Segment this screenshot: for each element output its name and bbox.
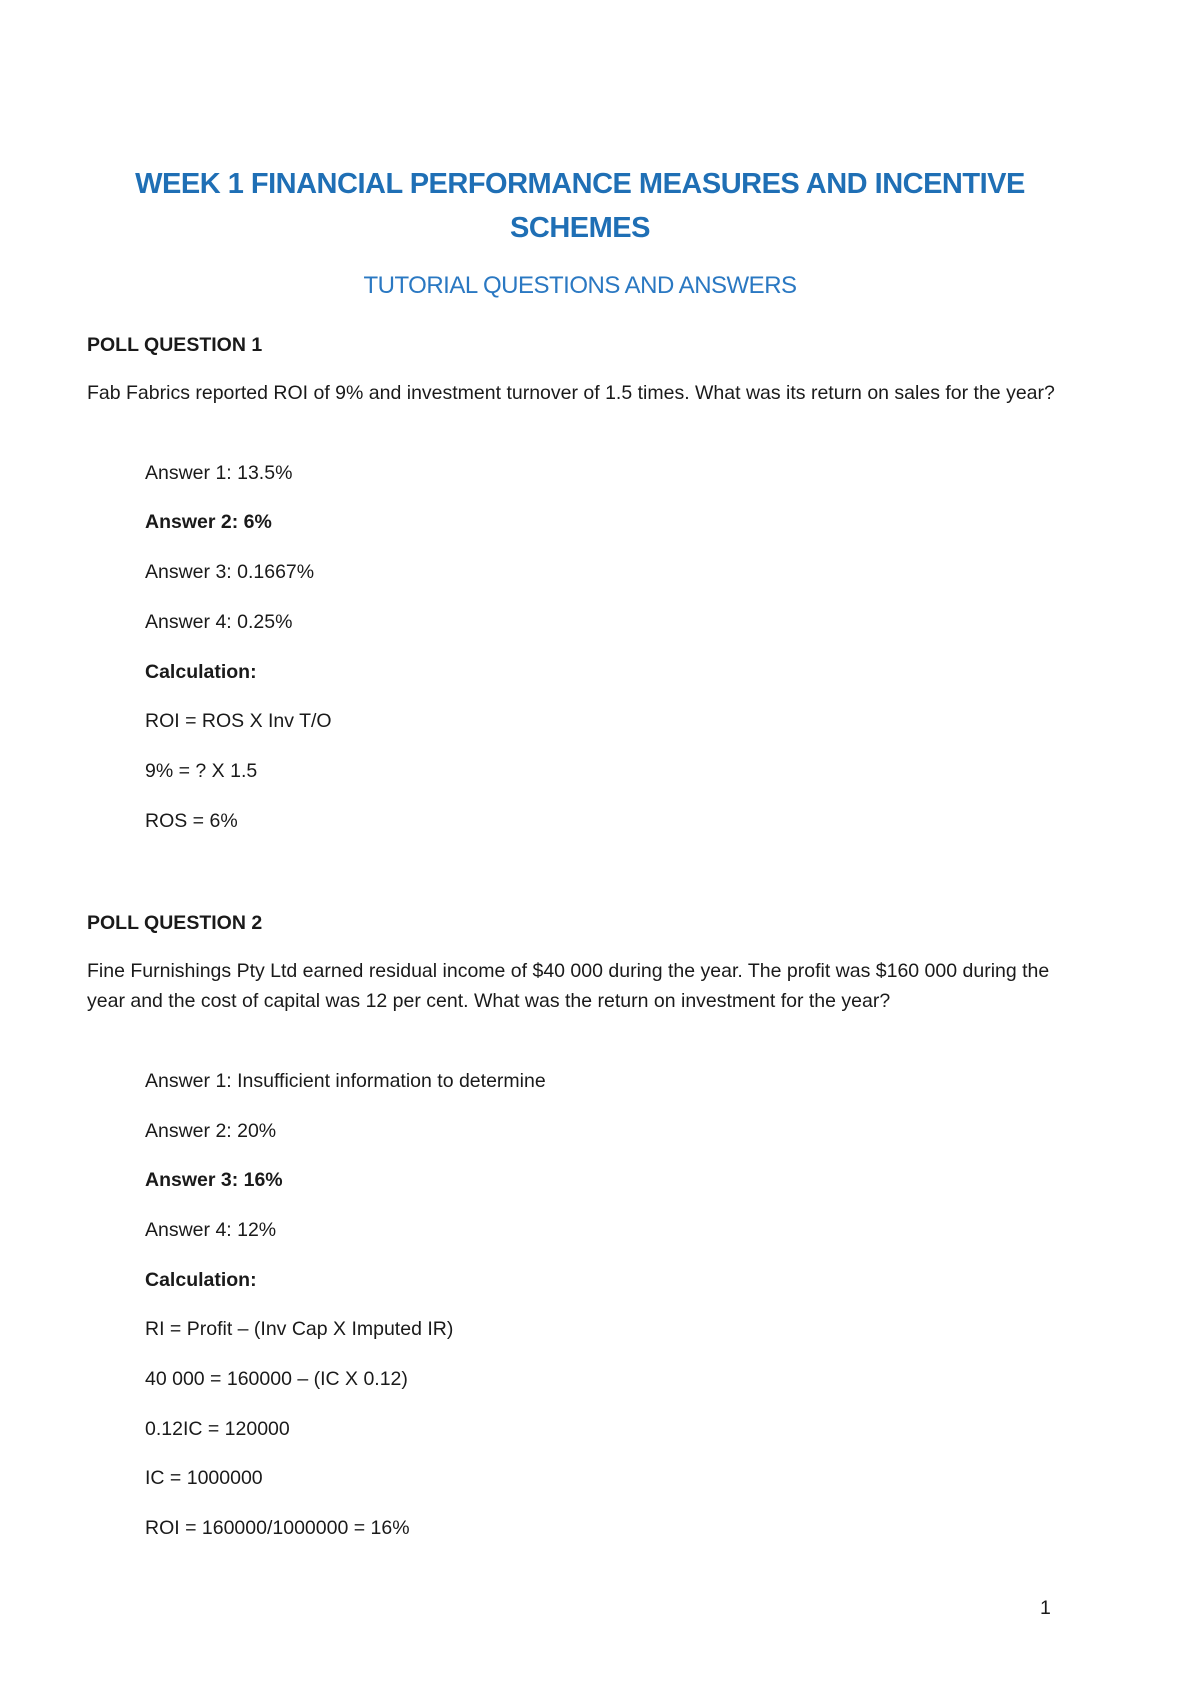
- q2-heading: POLL QUESTION 2: [87, 912, 263, 934]
- q2-calc-line-2: 40 000 = 160000 – (IC X 0.12): [145, 1368, 408, 1390]
- q1-calculation-label: Calculation:: [145, 661, 257, 683]
- q1-heading: POLL QUESTION 1: [87, 334, 263, 356]
- document-title: [130, 162, 1030, 250]
- document-subtitle: TUTORIAL QUESTIONS AND ANSWERS: [363, 272, 797, 299]
- q1-text: Fab Fabrics reported ROI of 9% and investment turnover of 1.5 times. What was its return on sales for the year?: [87, 382, 1055, 404]
- title-line-1: WEEK 1 FINANCIAL PERFORMANCE MEASURES AND INCENTIVE: [135, 168, 1025, 200]
- q2-answer-1: Answer 1: Insufficient information to determine: [145, 1070, 546, 1092]
- q1-calc-line-1: ROI = ROS X Inv T/O: [145, 710, 332, 732]
- q2-calc-line-1: RI = Profit – (Inv Cap X Imputed IR): [145, 1318, 454, 1340]
- q2-calculation-label: Calculation:: [145, 1269, 257, 1291]
- q2-text: Fine Furnishings Pty Ltd earned residual income of $40 000 during the year. The profit was $160 000 during the year and the cost of capital was 12 per cent. What was the return on investment for the year?: [87, 960, 1050, 1012]
- q2-calc-line-4: IC = 1000000: [145, 1467, 263, 1489]
- q2-answer-2: Answer 2: 20%: [145, 1120, 277, 1142]
- q2-answer-3-correct: Answer 3: 16%: [145, 1169, 283, 1191]
- q1-answer-1: Answer 1: 13.5%: [145, 462, 293, 484]
- q2-answer-4: Answer 4: 12%: [145, 1219, 277, 1241]
- q1-calc-line-3: ROS = 6%: [145, 810, 238, 832]
- q1-answer-4: Answer 4: 0.25%: [145, 611, 293, 633]
- title-line-2: SCHEMES: [510, 212, 650, 244]
- q1-answer-3: Answer 3: 0.1667%: [145, 561, 315, 583]
- q2-calc-line-3: 0.12IC = 120000: [145, 1418, 290, 1440]
- q2-calc-line-5: ROI = 160000/1000000 = 16%: [145, 1517, 410, 1539]
- page-number: 1: [1040, 1597, 1051, 1619]
- q1-calc-line-2: 9% = ? X 1.5: [145, 760, 258, 782]
- q1-answer-2-correct: Answer 2: 6%: [145, 511, 272, 533]
